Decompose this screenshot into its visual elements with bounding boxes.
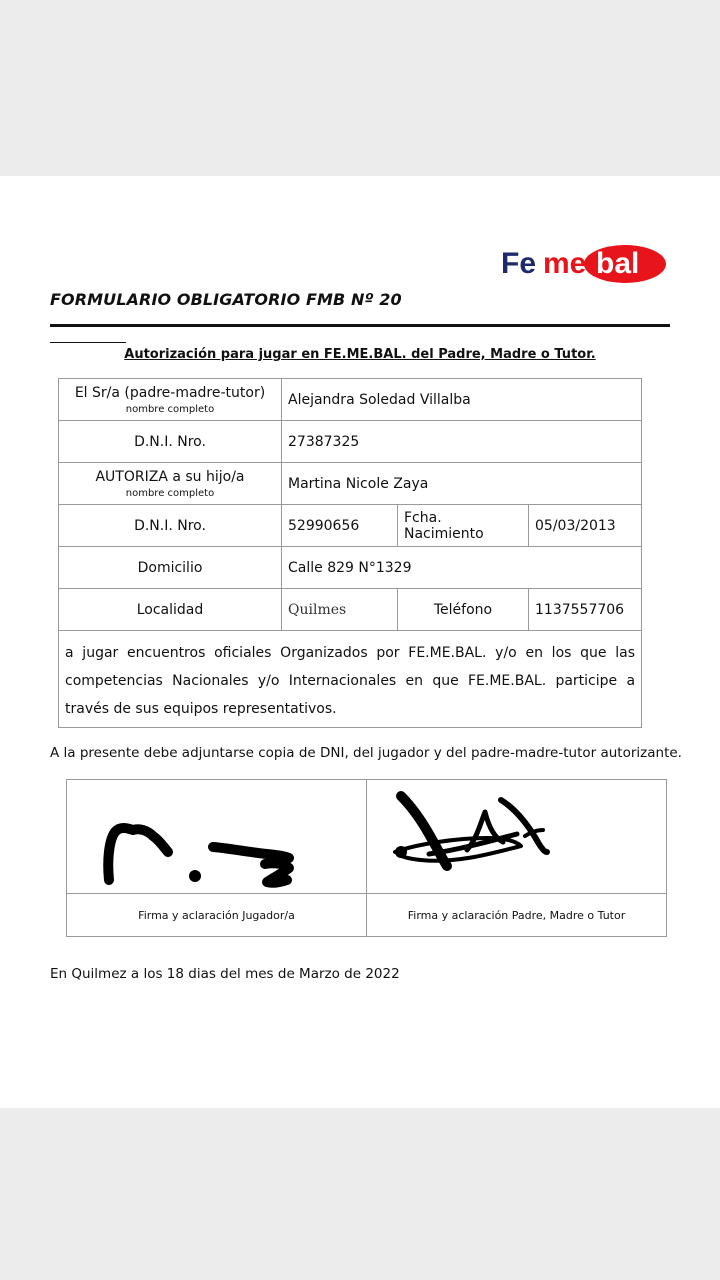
player-signature-box <box>67 780 367 894</box>
place-date-line: En Quilmez a los 18 dias del mes de Marzo de 2022 <box>50 966 400 982</box>
parent-signature-box <box>367 780 667 894</box>
parent-signature <box>367 780 653 893</box>
signature-table <box>66 779 667 937</box>
table-row <box>59 421 642 463</box>
address-label: Domicilio <box>59 547 282 589</box>
phone-field: 1137557706 <box>529 589 642 631</box>
document-page <box>0 176 720 1108</box>
logo-me: me <box>543 247 587 280</box>
authorization-table <box>58 378 642 728</box>
table-row <box>59 505 642 547</box>
femebal-logo <box>500 242 668 286</box>
table-row <box>59 547 642 589</box>
authorization-paragraph: a jugar encuentros oficiales Organizados por FE.ME.BAL. y/o en los que las competencias Nacionales y/o Internacionales en que FE.ME.BAL. participe a través de sus equipos representativos. <box>59 631 642 728</box>
title-divider <box>50 324 670 327</box>
child-name-field: Martina Nicole Zaya <box>282 463 642 505</box>
player-signature <box>67 780 380 893</box>
attachment-note: A la presente debe adjuntarse copia de DNI, del jugador y del padre-madre-tutor autorizante. <box>50 745 682 761</box>
logo-bal: bal <box>596 247 640 280</box>
tutor-name-field: Alejandra Soledad Villalba <box>282 379 642 421</box>
birth-date-label: Fcha. Nacimiento <box>398 505 529 547</box>
locality-label: Localidad <box>59 589 282 631</box>
form-subtitle: Autorización para jugar en FE.ME.BAL. del Padre, Madre o Tutor. <box>124 347 596 362</box>
table-row <box>59 589 642 631</box>
table-row <box>59 631 642 728</box>
address-field: Calle 829 N°1329 <box>282 547 642 589</box>
table-row <box>59 379 642 421</box>
phone-label: Teléfono <box>398 589 529 631</box>
tutor-label-cell <box>59 379 282 421</box>
parent-signature-caption: Firma y aclaración Padre, Madre o Tutor <box>367 894 667 937</box>
short-divider <box>50 342 126 343</box>
child-label: AUTORIZA a su hijo/a <box>95 468 245 485</box>
player-signature-caption: Firma y aclaración Jugador/a <box>67 894 367 937</box>
form-title: FORMULARIO OBLIGATORIO FMB Nº 20 <box>50 290 402 309</box>
logo-fe: Fe <box>501 247 537 280</box>
tutor-label: El Sr/a (padre-madre-tutor) <box>74 384 266 401</box>
locality-field: Quilmes <box>282 589 398 631</box>
table-row <box>59 463 642 505</box>
birth-date-field: 05/03/2013 <box>529 505 642 547</box>
child-label-cell <box>59 463 282 505</box>
child-dni-field: 52990656 <box>282 505 398 547</box>
table-row <box>67 780 667 894</box>
tutor-dni-label: D.N.I. Nro. <box>59 421 282 463</box>
table-row <box>67 894 667 937</box>
tutor-sublabel: nombre completo <box>125 403 215 415</box>
tutor-dni-field: 27387325 <box>282 421 642 463</box>
child-dni-label: D.N.I. Nro. <box>59 505 282 547</box>
child-sublabel: nombre completo <box>125 487 215 499</box>
